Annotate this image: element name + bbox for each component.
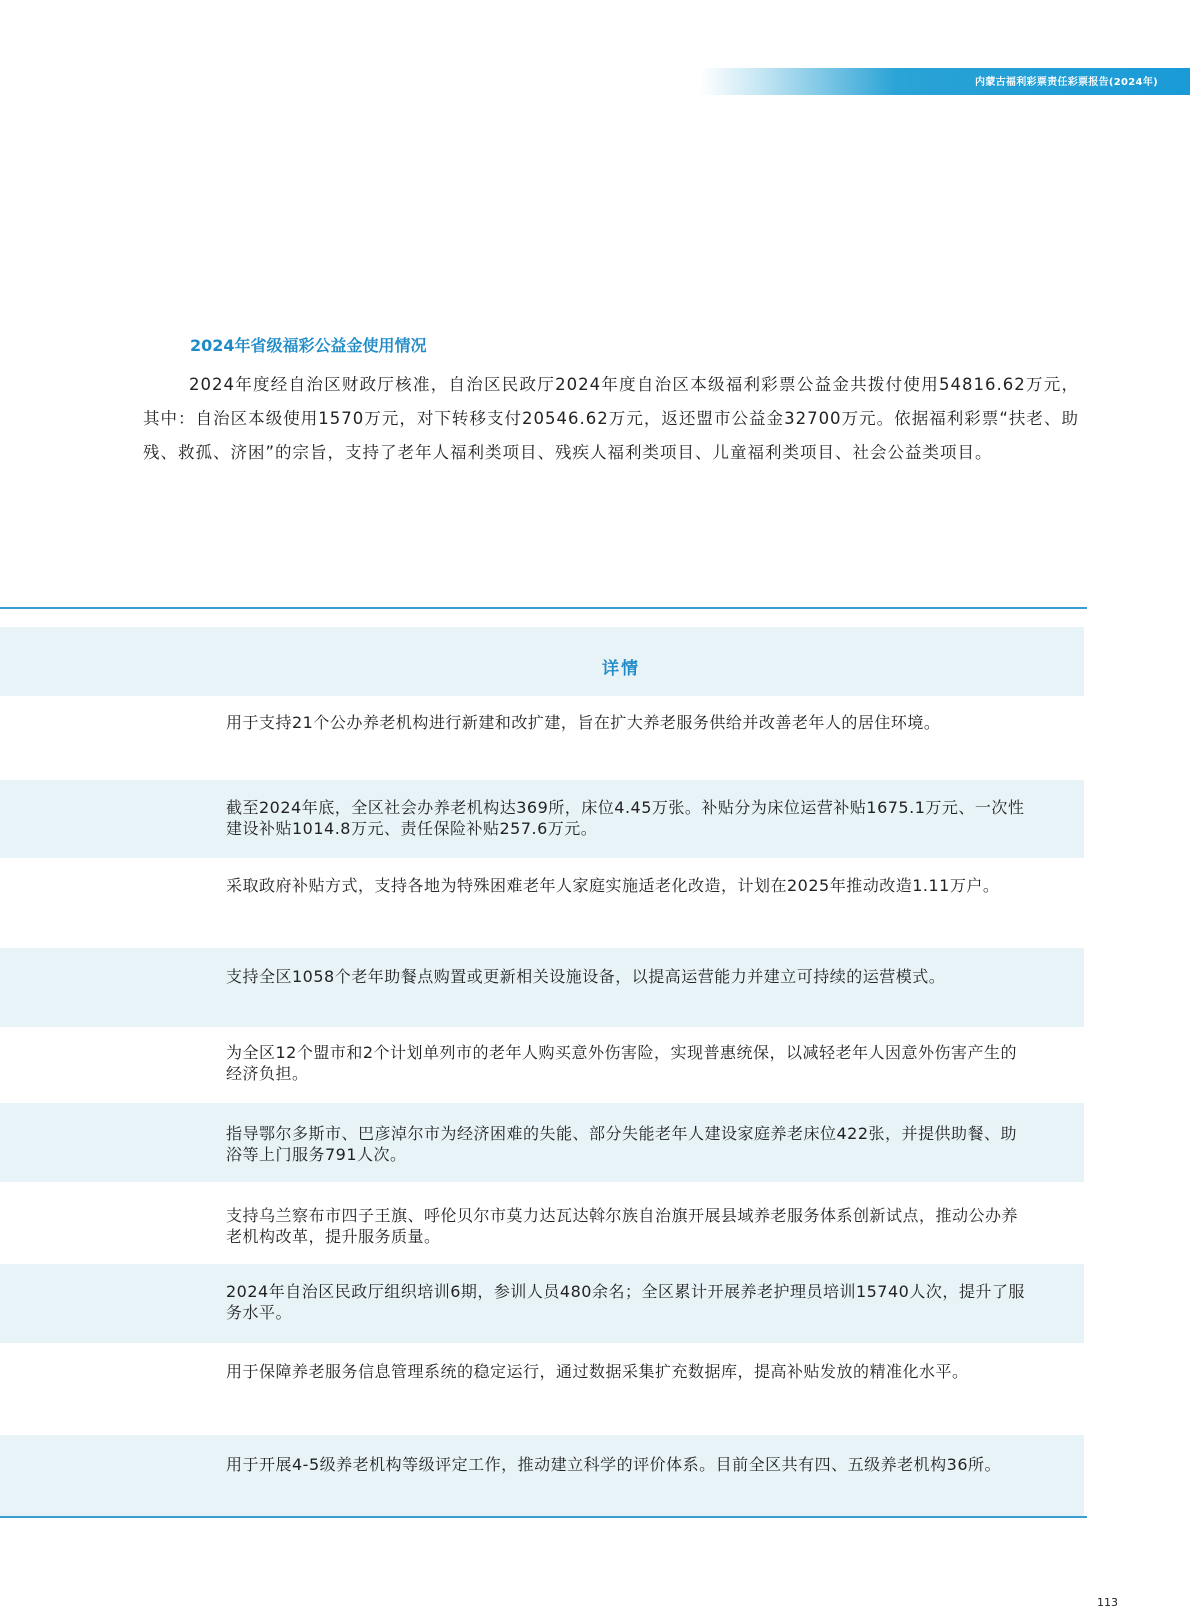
report-title: 内蒙古福利彩票责任彩票报告(2024年) [975,77,1158,88]
table-row-text: 用于开展4-5级养老机构等级评定工作，推动建立科学的评价体系。目前全区共有四、五级养老机构36所。 [226,1455,1001,1474]
table-top-border [0,607,1087,609]
table-row-text: 指导鄂尔多斯市、巴彦淖尔市为经济困难的失能、部分失能老年人建设家庭养老床位422张，并提供助餐、助浴等上门服务791人次。 [226,1124,1018,1164]
section-paragraph: 2024年度经自治区财政厅核准，自治区民政厅2024年度自治区本级福利彩票公益金共拨付使用54816.62万元，其中：自治区本级使用1570万元，对下转移支付20546.62万元，返还盟市公益金32700万元。依据福利彩票“扶老、助残、救孤、济困”的宗旨，支持了老年人福利类项目、残疾人福利类项目、儿童福利类项目、社会公益类项目。 [143,375,1079,462]
table-row [0,1027,1084,1103]
table-row-text: 为全区12个盟市和2个计划单列市的老年人购买意外伤害险，实现普惠统保，以减轻老年人因意外伤害产生的经济负担。 [226,1043,1018,1083]
table-row [0,780,1084,858]
table-row-text: 截至2024年底，全区社会办养老机构达369所，床位4.45万张。补贴分为床位运营补贴1675.1万元、一次性建设补贴1014.8万元、责任保险补贴257.6万元。 [226,798,1025,838]
table-row [0,1343,1084,1435]
table-row-text: 支持全区1058个老年助餐点购置或更新相关设施设备，以提高运营能力并建立可持续的运营模式。 [226,967,946,986]
table-row [0,1264,1084,1343]
table-row [0,1182,1084,1264]
table-row-text: 用于保障养老服务信息管理系统的稳定运行，通过数据采集扩充数据库，提高补贴发放的精准化水平。 [226,1362,969,1381]
table-bottom-border [0,1516,1087,1518]
table-row-text: 支持乌兰察布市四子王旗、呼伦贝尔市莫力达瓦达斡尔族自治旗开展县域养老服务体系创新试点，推动公办养老机构改革，提升服务质量。 [226,1206,1019,1246]
table-header [0,627,1084,696]
page-number: 113 [1097,1596,1118,1609]
table-header-label: 详情 [602,659,640,679]
table-row [0,1103,1084,1182]
section-title: 2024年省级福彩公益金使用情况 [190,336,427,355]
table-row [0,696,1084,780]
table-row [0,948,1084,1027]
table-row-text: 用于支持21个公办养老机构进行新建和改扩建，旨在扩大养老服务供给并改善老年人的居住环境。 [226,713,941,732]
report-header-bar [700,68,1190,95]
table-row [0,858,1084,948]
table-row [0,1435,1084,1516]
table-row-text: 采取政府补贴方式，支持各地为特殊困难老年人家庭实施适老化改造，计划在2025年推动改造1.11万户。 [226,876,1000,895]
table-row-text: 2024年自治区民政厅组织培训6期，参训人员480余名；全区累计开展养老护理员培训15740人次，提升了服务水平。 [226,1282,1025,1322]
